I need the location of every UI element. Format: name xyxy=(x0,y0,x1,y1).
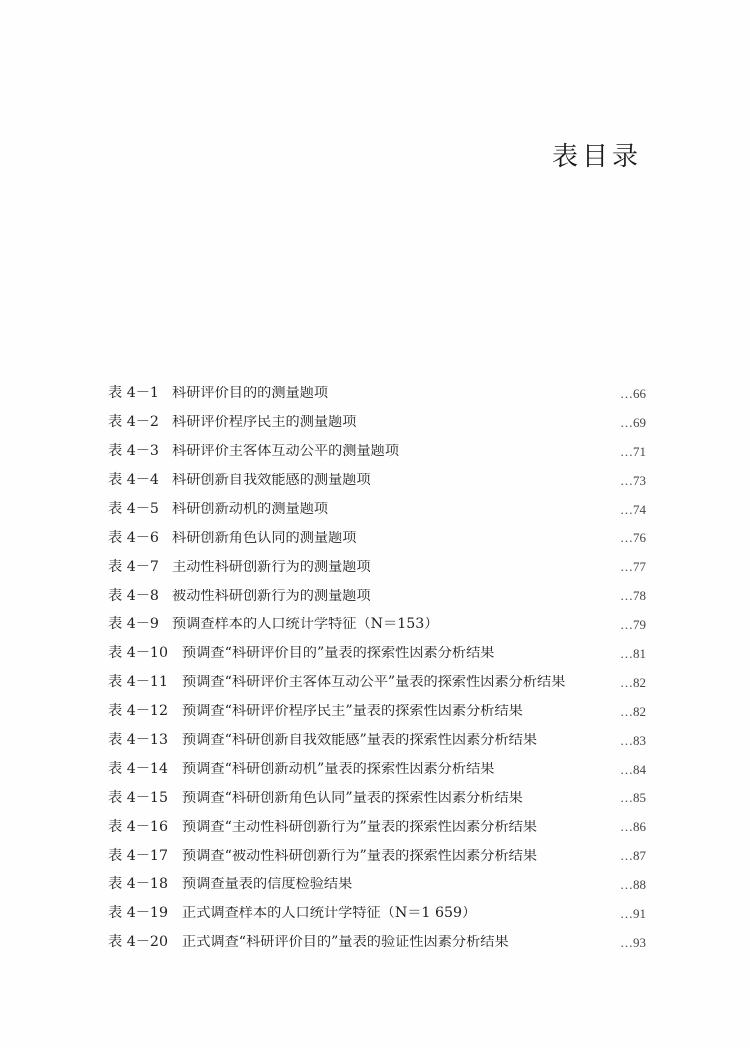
toc-entry-page: …79 xyxy=(620,617,646,633)
toc-entry-title: 科研评价程序民主的测量题项 xyxy=(172,415,357,430)
toc-entry-label: 表 4－14 xyxy=(108,760,168,777)
toc-entry-title: 预调查“科研评价目的”量表的探索性因素分析结果 xyxy=(182,646,495,661)
toc-entry-label: 表 4－9 xyxy=(108,616,159,633)
toc-entry-label: 表 4－2 xyxy=(108,414,159,431)
toc-entry[interactable] xyxy=(108,697,646,726)
toc-entry-label: 表 4－3 xyxy=(108,443,159,460)
toc-entry[interactable] xyxy=(108,495,646,524)
toc-entry-label: 表 4－8 xyxy=(108,587,159,604)
toc-entry-label: 表 4－13 xyxy=(108,732,168,749)
toc-entry[interactable] xyxy=(108,437,646,466)
toc-entry[interactable] xyxy=(108,466,646,495)
toc-entry[interactable] xyxy=(108,841,646,870)
toc-entry-title: 预调查“被动性科研创新行为”量表的探索性因素分析结果 xyxy=(182,848,538,863)
toc-entry-title: 预调查“科研创新角色认同”量表的探索性因素分析结果 xyxy=(182,790,523,806)
toc-entry-label: 表 4－5 xyxy=(108,500,159,517)
toc-entry-page: …88 xyxy=(620,877,646,893)
toc-entry-title: 预调查“主动性科研创新行为”量表的探索性因素分析结果 xyxy=(182,819,538,834)
page-title: 表目录 xyxy=(551,142,642,172)
toc-entry-title: 正式调查“科研评价目的”量表的验证性因素分析结果 xyxy=(182,935,509,950)
toc-entry[interactable] xyxy=(108,899,646,928)
toc-entry-page: …78 xyxy=(620,588,646,604)
toc-entry-title: 预调查“科研创新动机”量表的探索性因素分析结果 xyxy=(182,761,495,777)
toc-entry-page: …86 xyxy=(620,819,646,835)
toc-entry-label: 表 4－15 xyxy=(108,789,168,806)
toc-entry-page: …85 xyxy=(620,790,646,806)
toc-entry-label: 表 4－4 xyxy=(108,472,159,489)
toc-entry-label: 表 4－17 xyxy=(108,847,168,864)
toc-entry-page: …83 xyxy=(620,732,646,748)
toc-entry-label: 表 4－20 xyxy=(108,934,168,951)
toc-entry-page: …93 xyxy=(620,934,646,950)
toc-entry[interactable] xyxy=(108,783,646,812)
toc-entry-label: 表 4－11 xyxy=(108,674,168,691)
toc-entry-page: …74 xyxy=(620,501,646,517)
toc-entry[interactable] xyxy=(108,408,646,437)
toc-entry[interactable] xyxy=(108,668,646,697)
toc-entry-label: 表 4－10 xyxy=(108,645,168,662)
toc-entry-label: 表 4－18 xyxy=(108,876,168,893)
toc-entry[interactable] xyxy=(108,610,646,639)
toc-entry[interactable] xyxy=(108,552,646,581)
toc-entry-label: 表 4－12 xyxy=(108,703,168,720)
toc-entry-title: 预调查样本的人口统计学特征（N＝153） xyxy=(172,617,439,632)
toc-entry-page: …84 xyxy=(620,761,646,777)
toc-entry-label: 表 4－19 xyxy=(108,905,168,922)
toc-entry-title: 科研创新动机的测量题项 xyxy=(172,501,329,517)
toc-entry[interactable] xyxy=(108,870,646,899)
toc-entry[interactable] xyxy=(108,379,646,408)
toc-entry-title: 被动性科研创新行为的测量题项 xyxy=(172,588,371,603)
toc-entry-label: 表 4－16 xyxy=(108,818,168,835)
toc-entry-title: 预调查“科研评价主客体互动公平”量表的探索性因素分析结果 xyxy=(182,675,566,690)
toc-entry-title: 科研评价主客体互动公平的测量题项 xyxy=(172,444,400,459)
toc-entry-title: 正式调查样本的人口统计学特征（N＝1 659） xyxy=(182,906,477,921)
toc-entry-label: 表 4－6 xyxy=(108,529,159,546)
toc-entry[interactable] xyxy=(108,755,646,784)
toc-entry[interactable] xyxy=(108,581,646,610)
toc-entry-label: 表 4－7 xyxy=(108,558,159,575)
toc-entry-title: 预调查“科研评价程序民主”量表的探索性因素分析结果 xyxy=(182,704,523,719)
toc-entry-page: …87 xyxy=(620,848,646,864)
toc-entry[interactable] xyxy=(108,639,646,668)
toc-entry-title: 预调查“科研创新自我效能感”量表的探索性因素分析结果 xyxy=(182,733,538,748)
toc-entry[interactable] xyxy=(108,726,646,755)
table-of-contents xyxy=(108,379,646,957)
toc-entry-title: 科研创新自我效能感的测量题项 xyxy=(172,473,371,488)
toc-entry-title: 预调查量表的信度检验结果 xyxy=(182,877,353,892)
toc-entry-page: …66 xyxy=(620,385,646,401)
toc-entry-page: …82 xyxy=(620,674,646,690)
toc-entry-label: 表 4－1 xyxy=(108,385,159,402)
toc-entry-page: …69 xyxy=(620,414,646,430)
toc-entry-title: 主动性科研创新行为的测量题项 xyxy=(172,559,371,574)
toc-entry-page: …71 xyxy=(620,443,646,459)
toc-entry[interactable] xyxy=(108,523,646,552)
toc-entry-page: …81 xyxy=(620,645,646,661)
toc-entry-page: …82 xyxy=(620,703,646,719)
toc-entry-page: …77 xyxy=(620,559,646,575)
toc-entry-title: 科研评价目的的测量题项 xyxy=(172,386,329,401)
toc-entry-page: …76 xyxy=(620,530,646,546)
toc-entry-title: 科研创新角色认同的测量题项 xyxy=(172,530,357,545)
toc-entry[interactable] xyxy=(108,928,646,957)
toc-entry[interactable] xyxy=(108,812,646,841)
toc-entry-page: …91 xyxy=(620,905,646,921)
toc-entry-page: …73 xyxy=(620,472,646,488)
